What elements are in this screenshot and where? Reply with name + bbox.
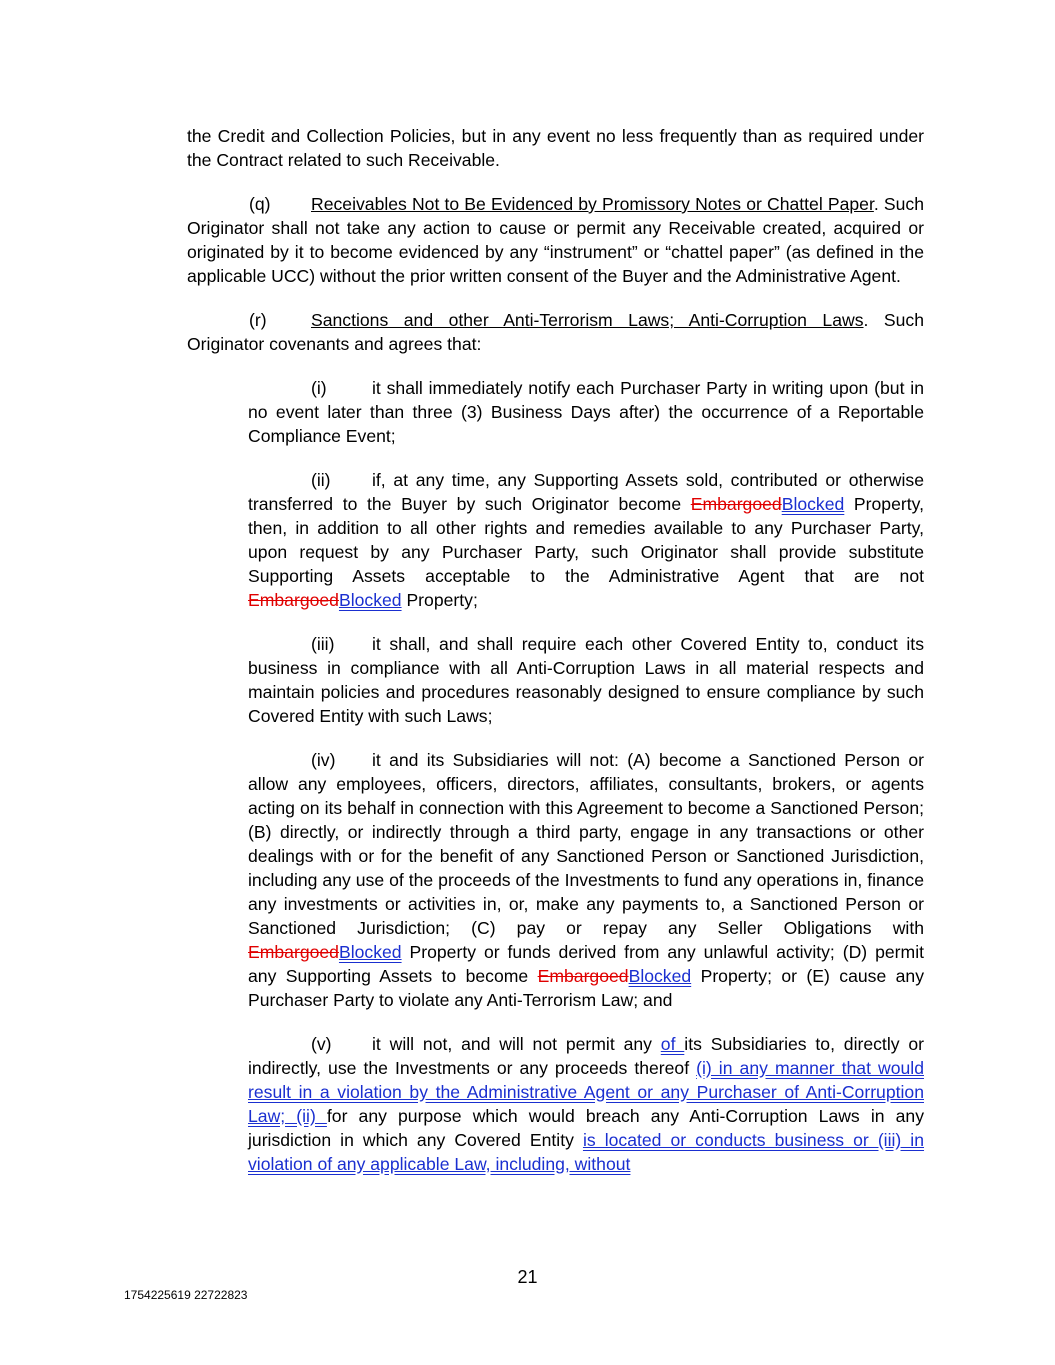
section-r (187, 308, 924, 356)
inserted-text: of (660, 1034, 685, 1054)
section-r-body: Such Originator covenants and agrees that: (187, 310, 924, 354)
subsection-ii-text-3: Property; (401, 590, 478, 610)
subsection-v-label: (v) (311, 1034, 332, 1054)
subsection-ii (248, 468, 924, 612)
section-r-label: (r) (249, 310, 267, 330)
subsection-ii-label: (ii) (311, 470, 331, 490)
inserted-text: Blocked (781, 494, 845, 514)
subsection-iii-body: it shall, and shall require each other Covered Entity to, conduct its business in compliance with all Anti-Corruption Laws in all material respects and maintain policies and procedures reasonably designed to ensure compliance by such Covered Entity with such Laws; (248, 634, 924, 726)
section-q-heading-end: . (873, 194, 879, 214)
subsection-i-label: (i) (311, 378, 327, 398)
inserted-text: (i) in any manner that would result in a violation by the Administrative Agent or any Purchaser of Anti-Corruption Law; (ii) (248, 1058, 924, 1126)
subsection-i (248, 376, 924, 448)
subsection-iv (248, 748, 924, 1012)
inserted-text: Blocked (338, 590, 402, 610)
intro-text: the Credit and Collection Policies, but in any event no less frequently than as required under the Contract related to such Receivable. (187, 126, 924, 170)
section-q-body: Such Originator shall not take any action to cause or permit any Receivable created, acquired or originated by it to become evidenced by any “instrument” or “chattel paper” (as defined in the applicable UCC) without the prior written consent of the Buyer and the Administrative Agent. (187, 194, 924, 286)
section-r-heading-end: . (863, 310, 869, 330)
section-q-label: (q) (249, 194, 271, 214)
section-q-heading: Receivables Not to Be Evidenced by Promissory Notes or Chattel Paper (311, 194, 874, 214)
document-body (187, 124, 924, 1196)
subsection-i-body: it shall immediately notify each Purchaser Party in writing upon (but in no event later than three (3) Business Days after) the occurrence of a Reportable Compliance Event; (248, 378, 924, 446)
deleted-text: Embargoed (537, 966, 629, 986)
subsection-iv-text-2: Property or funds derived from any unlawful activity; (D) permit any Supporting Assets to become (248, 942, 924, 986)
subsection-v-text-1: it will not, and will not permit any (372, 1034, 661, 1054)
subsection-iii-label: (iii) (311, 634, 335, 654)
page-number: 21 (517, 1267, 538, 1287)
subsections-list (248, 376, 924, 1176)
subsection-ii-text-1: if, at any time, any Supporting Assets sold, contributed or otherwise transferred to the Buyer by such Originator become (248, 470, 924, 514)
inserted-text: is located or conducts business or (iii) in violation of any applicable Law, including, without (248, 1130, 925, 1174)
deleted-text: Embargoed (690, 494, 782, 514)
subsection-iv-text-1: it and its Subsidiaries will not: (A) become a Sanctioned Person or allow any employees, officers, directors, affiliates, consultants, brokers, or agents acting on its behalf in connection with this Agreement to become a Sanctioned Person; (B) directly, or indirectly through a third party, engage in any transactions or other dealings with or for the benefit of any Sanctioned Person or Sanctioned Jurisdiction, including any use of the proceeds of the Investments to fund any operations in, finance any investments or activities in, or, make any payments to, a Sanctioned Person or Sanctioned Jurisdiction; (C) pay or repay any Seller Obligations with (248, 750, 924, 938)
inserted-text: Blocked (628, 966, 692, 986)
section-r-heading: Sanctions and other Anti-Terrorism Laws; Anti-Corruption Laws (311, 310, 864, 330)
intro-paragraph (187, 124, 924, 172)
subsection-v (248, 1032, 924, 1176)
deleted-text: Embargoed (248, 590, 339, 610)
subsection-ii-text-2: Property, then, in addition to all other rights and remedies available to any Purchaser Party, upon request by any Purchaser Party, such Originator shall provide substitute Supporting Assets acceptable to the Administrative Agent that are not (248, 494, 924, 586)
subsection-iv-label: (iv) (311, 750, 336, 770)
inserted-text: Blocked (338, 942, 402, 962)
document-id: 1754225619 22722823 (124, 1288, 248, 1302)
section-q (187, 192, 924, 288)
subsection-v-text-3: for any purpose which would breach any Anti-Corruption Laws in any jurisdiction in which any Covered Entity (248, 1106, 924, 1150)
deleted-text: Embargoed (248, 942, 339, 962)
subsection-iv-text-3: Property; or (E) cause any Purchaser Party to violate any Anti-Terrorism Law; and (248, 966, 925, 1010)
subsection-v-text-2: its Subsidiaries to, directly or indirectly, use the Investments or any proceeds thereof (248, 1034, 925, 1078)
subsection-iii (248, 632, 924, 728)
